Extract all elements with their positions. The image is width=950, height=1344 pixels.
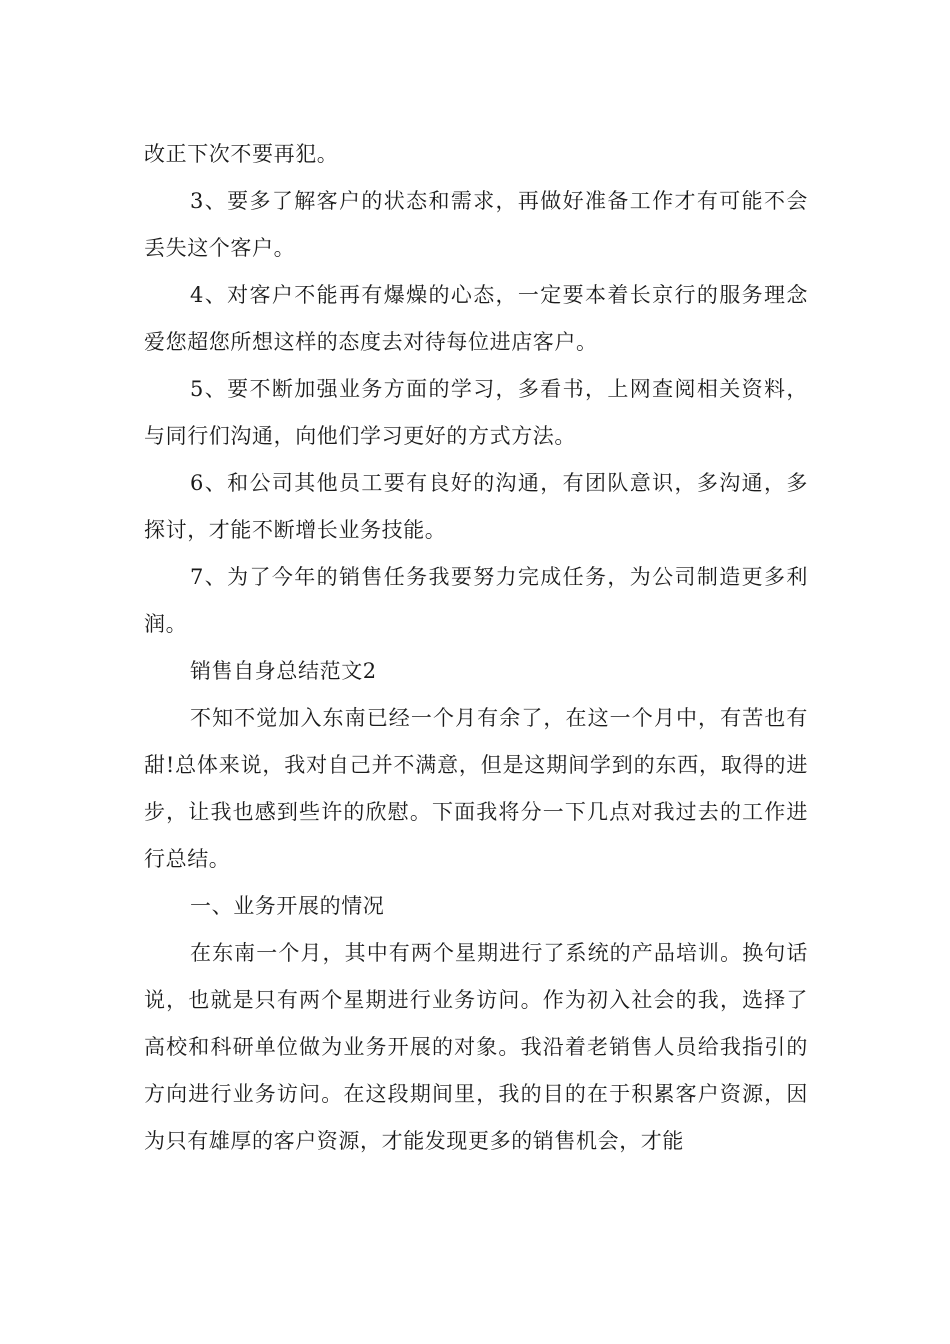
paragraph-intro: 不知不觉加入东南已经一个月有余了，在这一个月中，有苦也有甜!总体来说，我对自己并不满意，但是这期间学到的东西，取得的进步，让我也感到些许的欣慰。下面我将分一下几点对我过去的工作进行总结。 (144, 706, 808, 871)
paragraph-item-3: 3、要多了解客户的状态和需求，再做好准备工作才有可能不会丢失这个客户。 (144, 189, 808, 260)
section-heading: 销售自身总结范文2 (190, 659, 377, 683)
paragraph-item-6: 6、和公司其他员工要有良好的沟通，有团队意识，多沟通，多探讨，才能不断增长业务技能。 (144, 471, 808, 542)
document-body (144, 131, 808, 1165)
paragraph-item-5: 5、要不断加强业务方面的学习，多看书，上网查阅相关资料，与同行们沟通，向他们学习更好的方式方法。 (144, 377, 808, 448)
subsection-heading: 一、业务开展的情况 (190, 894, 385, 918)
paragraph-continuation: 改正下次不要再犯。 (144, 142, 339, 166)
paragraph-item-4: 4、对客户不能再有爆燥的心态，一定要本着长京行的服务理念爱您超您所想这样的态度去对待每位进店客户。 (144, 283, 808, 354)
paragraph-business: 在东南一个月，其中有两个星期进行了系统的产品培训。换句话说，也就是只有两个星期进行业务访问。作为初入社会的我，选择了高校和科研单位做为业务开展的对象。我沿着老销售人员给我指引的方向进行业务访问。在这段期间里，我的目的在于积累客户资源，因为只有雄厚的客户资源，才能发现更多的销售机会，才能 (144, 941, 808, 1153)
paragraph-item-7: 7、为了今年的销售任务我要努力完成任务，为公司制造更多利润。 (144, 565, 808, 636)
